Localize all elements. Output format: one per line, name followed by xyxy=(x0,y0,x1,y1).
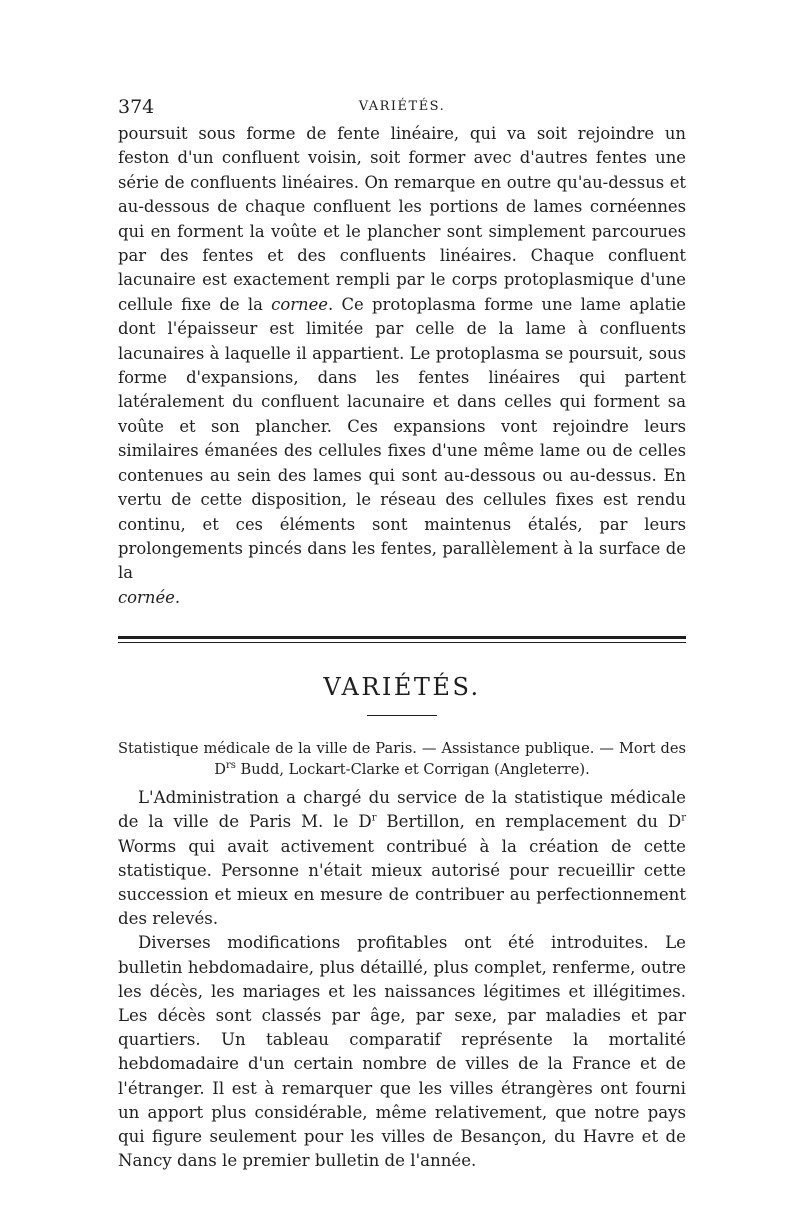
paragraph-1-part2: Bertillon, en remplacement du D xyxy=(376,812,682,832)
paragraph-1-part3: Worms qui avait activement contribué à la création de cette statistique. Personne n'était mieux autorisé pour recueillir cette succession et mieux en mesure de contribuer au perfectionnement des relevés. xyxy=(118,836,686,929)
section-subheading xyxy=(118,738,686,780)
paragraph-1 xyxy=(118,786,686,931)
page-number: 374 xyxy=(118,96,155,118)
running-title: VARIÉTÉS. xyxy=(358,99,446,114)
continuation-text-after: . Ce protoplasma forme une lame aplatie dont l'épaisseur est limitée par celle de la lame à confluents lacunaires à laquelle il appartient. Le protoplasma se poursuit, sous forme d'expansions, dans les fentes linéaires qui partent latéralement du confluent lacunaire et dans celles qui forment sa voûte et son plancher. Ces expansions vont rejoindre leurs similaires émanées des cellules fixes d'une même lame ou de celles contenues au sein des lames qui sont au-dessous ou au-dessus. En vertu de cette disposition, le réseau des cellules fixes est rendu continu, et ces éléments sont maintenus étalés, par leurs prolongements pincés dans les fentes, parallèlement à la surface de la xyxy=(118,294,687,583)
section-divider xyxy=(118,636,686,643)
subheading-part1: Statistique médicale de la ville de Paris. — Assistance publique. — Mort des D xyxy=(118,740,686,779)
continuation-italic-word: cornee xyxy=(271,294,328,314)
title-rule xyxy=(367,715,437,716)
divider-thick-rule xyxy=(118,636,686,639)
paragraph-1-part1: L'Administration a chargé du service de la statistique médicale de la ville de Paris M. le D xyxy=(118,788,686,832)
paragraph-1-sup1: r xyxy=(371,812,377,824)
running-head xyxy=(118,96,686,122)
subheading-part2: Budd, Lockart-Clarke et Corrigan (Angleterre). xyxy=(235,761,590,779)
paragraph-2: Diverses modifications profitables ont été introduites. Le bulletin hebdomadaire, plus détaillé, plus complet, renferme, outre les décès, les mariages et les naissances légitimes et illégitimes. Les décès sont classés par âge, par sexe, par maladies et par quartiers. Un tableau comparatif représente la mortalité hebdomadaire d'un certain nombre de villes de la France et de l'étranger. Il est à remarquer que les villes étrangères ont fourni un apport plus considérable, même relativement, que notre pays qui figure seulement pour les villes de Besançon, du Havre et de Nancy dans le premier bulletin de l'année. xyxy=(118,933,686,1171)
page xyxy=(118,96,686,1173)
section-title: VARIÉTÉS. xyxy=(323,673,481,702)
continuation-paragraph xyxy=(118,122,686,610)
divider-thin-rule xyxy=(118,642,686,643)
continuation-final-italic: cornée. xyxy=(118,587,181,607)
paragraph-1-sup2: r xyxy=(681,812,686,824)
continuation-text: poursuit sous forme de fente linéaire, qui va soit rejoindre un feston d'un confluent voisin, soit former avec d'autres fentes une série de confluents linéaires. On remarque en outre qu'au-dessus et au-dessous de chaque confluent les portions de lames cornéennes qui en forment la voûte et le plancher sont simplement parcourues par des fentes et des confluents linéaires. Chaque confluent lacunaire est exactement rempli par le corps protoplasmique d'une cellule fixe de la xyxy=(118,124,686,314)
section-body xyxy=(118,786,686,1173)
subheading-sup: rs xyxy=(225,760,236,772)
